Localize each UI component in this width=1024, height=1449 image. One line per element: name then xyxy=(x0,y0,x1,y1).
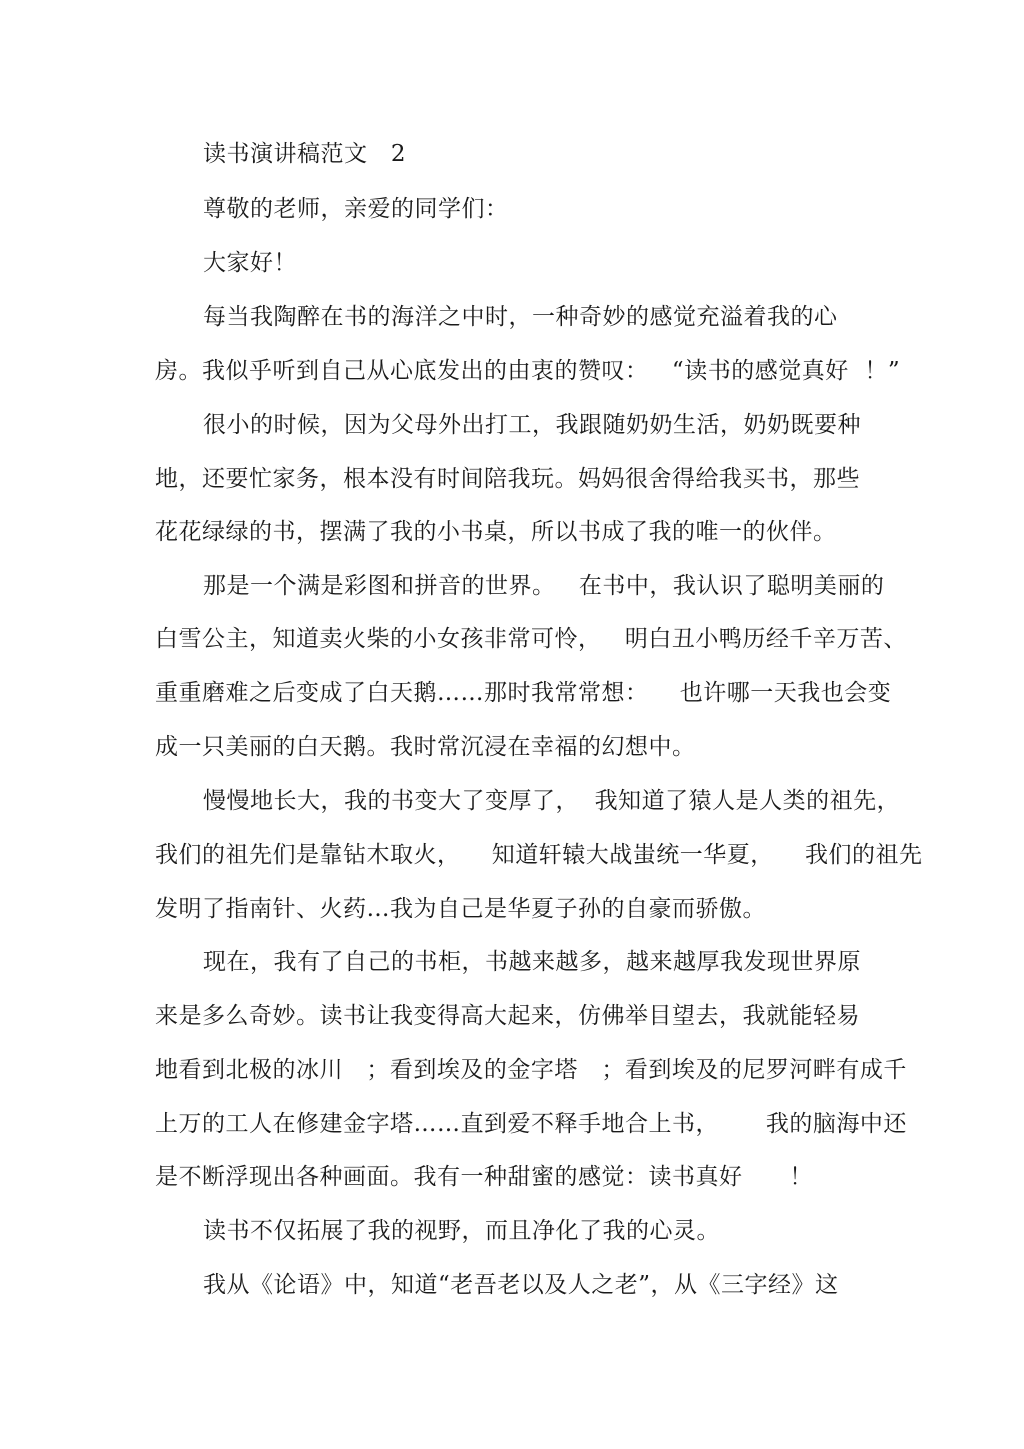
document-title: 读书演讲稿范文 2 xyxy=(203,141,407,167)
text-line: 每当我陶醉在书的海洋之中时，一种奇妙的感觉充溢着我的心 xyxy=(203,304,838,330)
text-line: 成一只美丽的白天鹅。我时常沉浸在幸福的幻想中。 xyxy=(155,734,696,760)
text-line: 地，还要忙家务，根本没有时间陪我玩。妈妈很舍得给我买书，那些 xyxy=(155,466,860,492)
text-line: 尊敬的老师，亲爱的同学们： xyxy=(203,196,509,222)
text-line: 房。我似乎听到自己从心底发出的由衷的赞叹： “读书的感觉真好 ！” xyxy=(155,358,901,384)
text-line: 大家好！ xyxy=(203,250,297,276)
text-line: 花花绿绿的书，摆满了我的小书桌，所以书成了我的唯一的伙伴。 xyxy=(155,519,837,545)
text-line: 是不断浮现出各种画面。我有一种甜蜜的感觉：读书真好 ！ xyxy=(155,1164,813,1190)
text-line: 上万的工人在修建金字塔……直到爱不释手地合上书， 我的脑海中还 xyxy=(155,1111,907,1137)
text-line: 发明了指南针、火药…我为自己是华夏子孙的自豪而骄傲。 xyxy=(155,896,766,922)
text-line: 读书不仅拓展了我的视野，而且净化了我的心灵。 xyxy=(203,1218,720,1244)
text-line: 白雪公主，知道卖火柴的小女孩非常可怜， 明白丑小鸭历经千辛万苦、 xyxy=(155,626,907,652)
text-line: 慢慢地长大，我的书变大了变厚了， 我知道了猿人是人类的祖先， xyxy=(203,788,901,814)
text-line: 现在，我有了自己的书柜，书越来越多，越来越厚我发现世界原 xyxy=(203,949,861,975)
text-line: 那是一个满是彩图和拼音的世界。 在书中，我认识了聪明美丽的 xyxy=(203,573,885,599)
text-line: 重重磨难之后变成了白天鹅……那时我常常想： 也许哪一天我也会变 xyxy=(155,680,892,706)
text-line: 很小的时候，因为父母外出打工，我跟随奶奶生活，奶奶既要种 xyxy=(203,412,861,438)
text-line: 地看到北极的冰川 ；看到埃及的金字塔 ；看到埃及的尼罗河畔有成千 xyxy=(155,1057,907,1083)
text-line: 我们的祖先们是靠钻木取火， 知道轩辕大战蚩统一华夏， 我们的祖先 xyxy=(155,842,923,868)
text-line: 来是多么奇妙。读书让我变得高大起来，仿佛举目望去，我就能轻易 xyxy=(155,1003,860,1029)
text-line: 我从《论语》中，知道“老吾老以及人之老”，从《三字经》这 xyxy=(203,1272,839,1298)
